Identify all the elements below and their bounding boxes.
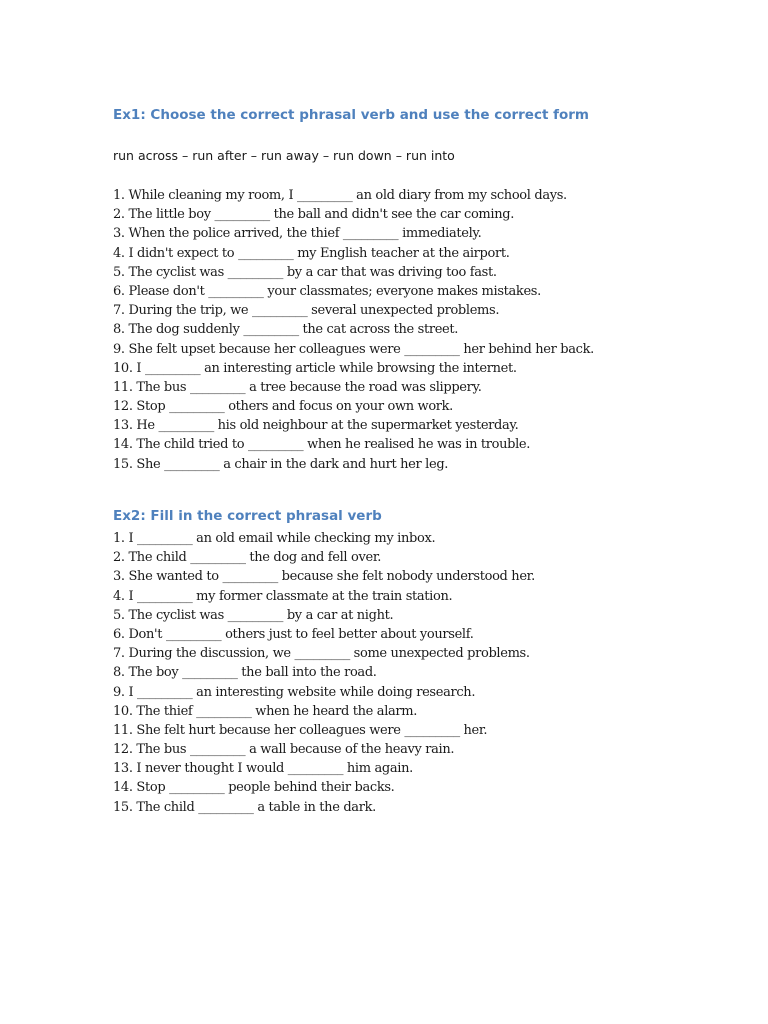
exercise-1-heading: Ex1: Choose the correct phrasal verb and use the correct form [113,107,589,123]
question-item: 11. She felt hurt because her colleagues were _________ her. [113,722,488,738]
question-item: 3. When the police arrived, the thief _________ immediately. [113,226,482,242]
question-item: 8. The boy _________ the ball into the road. [113,665,377,681]
question-item: 15. She _________ a chair in the dark and hurt her leg. [113,456,449,472]
question-item: 1. While cleaning my room, I _________ an old diary from my school days. [113,188,567,203]
question-item: 3. She wanted to _________ because she felt nobody understood her. [113,569,535,585]
question-item: 10. The thief _________ when he heard the alarm. [113,703,418,719]
question-item: 5. The cyclist was _________ by a car at night. [113,607,394,623]
question-item: 7. During the discussion, we _________ some unexpected problems. [113,646,530,662]
question-item: 2. The child _________ the dog and fell over. [113,550,382,566]
question-item: 9. She felt upset because her colleagues were _________ her behind her back. [113,341,594,357]
exercise-1-questions [113,186,594,474]
question-item: 12. Stop _________ others and focus on your own work. [113,399,453,415]
question-item: 6. Don't _________ others just to feel better about yourself. [113,626,474,642]
question-item: 13. He _________ his old neighbour at the supermarket yesterday. [113,418,519,434]
question-item: 13. I never thought I would _________ him again. [113,761,413,777]
question-item: 10. I _________ an interesting article while browsing the internet. [113,360,517,376]
question-item: 14. The child tried to _________ when he realised he was in trouble. [113,437,531,453]
question-item: 9. I _________ an interesting website while doing research. [113,684,476,700]
question-item: 5. The cyclist was _________ by a car that was driving too fast. [113,264,497,280]
question-item: 14. Stop _________ people behind their backs. [113,780,395,796]
word-bank: run across – run after – run away – run down – run into [113,148,455,163]
question-item: 7. During the trip, we _________ several unexpected problems. [113,303,500,319]
question-item: 2. The little boy _________ the ball and didn't see the car coming. [113,207,514,223]
exercise-2-questions [113,529,535,817]
question-item: 12. The bus _________ a wall because of the heavy rain. [113,742,455,758]
question-item: 4. I didn't expect to _________ my English teacher at the airport. [113,245,510,261]
question-item: 15. The child _________ a table in the dark. [113,799,376,815]
question-item: 4. I _________ my former classmate at the train station. [113,588,453,604]
question-item: 11. The bus _________ a tree because the road was slippery. [113,379,482,395]
question-item: 1. I _________ an old email while checking my inbox. [113,531,436,546]
question-item: 8. The dog suddenly _________ the cat across the street. [113,322,459,338]
question-item: 6. Please don't _________ your classmates; everyone makes mistakes. [113,283,541,299]
exercise-2-heading: Ex2: Fill in the correct phrasal verb [113,508,382,524]
